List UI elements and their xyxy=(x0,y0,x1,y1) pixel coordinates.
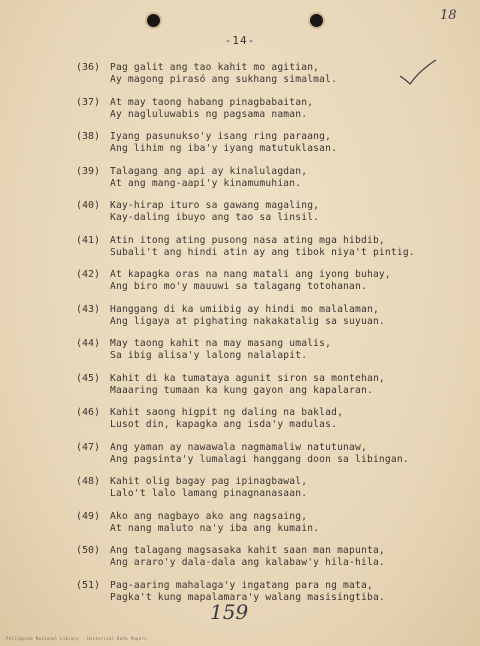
proverb-text xyxy=(110,62,456,86)
proverb-line: Talagang ang api ay kinalulagdan, xyxy=(110,165,308,177)
proverb-text xyxy=(110,476,456,500)
proverb-number: (49) xyxy=(76,510,101,522)
proverb-number: (45) xyxy=(76,372,101,384)
punch-hole-right xyxy=(310,14,323,27)
proverb-text xyxy=(110,200,456,224)
footer-credit: Philippine National Library · Historical Data Papers xyxy=(6,636,147,641)
proverb-line: Sa ibig alisa'y lalong nalalapit. xyxy=(110,350,308,361)
proverb-entry xyxy=(76,442,456,466)
proverb-line: Ang araro'y dala-dala ang kalabaw'y hila-hila. xyxy=(110,557,385,568)
proverb-number: (39) xyxy=(76,165,101,177)
proverb-text xyxy=(110,407,456,431)
proverb-entry xyxy=(76,338,456,362)
proverb-text xyxy=(110,545,456,569)
proverb-number: (51) xyxy=(76,579,101,591)
proverb-text xyxy=(110,235,456,259)
proverb-line: Ako ang nagbayo ako ang nagsaing, xyxy=(110,510,308,522)
proverb-line: Kahit olig bagay pag ipinagbawal, xyxy=(110,476,308,487)
proverb-line: Ay magong pirasó ang sukhang simalmal. xyxy=(110,74,338,85)
proverb-entry xyxy=(76,235,456,259)
proverb-line: Hanggang di ka umiibig ay hindi mo malalaman, xyxy=(110,303,379,315)
proverb-number: (43) xyxy=(76,303,101,315)
proverb-line: Ang yaman ay nawawala nagmamaliw natutunaw, xyxy=(110,441,367,453)
proverb-line: Pag-aaring mahalaga'y ingatang para ng mata, xyxy=(110,579,373,591)
proverb-text xyxy=(110,131,456,155)
proverb-line: Ang biro mo'y mauuwi sa talagang totohanan. xyxy=(110,281,367,292)
proverb-entry xyxy=(76,407,456,431)
proverb-number: (40) xyxy=(76,200,101,211)
proverb-text xyxy=(110,373,456,397)
page-number: -14- xyxy=(224,34,256,47)
proverb-number: (46) xyxy=(76,407,101,418)
proverb-text xyxy=(110,580,456,604)
proverb-text xyxy=(110,338,456,362)
proverb-number: (36) xyxy=(76,62,101,73)
proverb-entry xyxy=(76,545,456,569)
proverb-entry xyxy=(76,131,456,155)
proverb-list xyxy=(76,62,456,614)
proverb-entry xyxy=(76,511,456,535)
proverb-line: At may taong habang pinagbabaitan, xyxy=(110,96,314,108)
proverb-number: (37) xyxy=(76,96,101,108)
proverb-entry xyxy=(76,373,456,397)
proverb-line: Atin itong ating pusong nasa ating mga hibdib, xyxy=(110,234,385,246)
folio-number: 18 xyxy=(440,8,457,23)
proverb-line: Ang pagsinta'y lumalagi hanggang doon sa libingan. xyxy=(110,453,409,465)
proverb-entry xyxy=(76,580,456,604)
proverb-text xyxy=(110,166,456,190)
proverb-line: Subali't ang hindi atin ay ang tibok niya't pintig. xyxy=(110,246,415,258)
proverb-entry xyxy=(76,476,456,500)
proverb-line: Pag galit ang tao kahit mo agitian, xyxy=(110,62,320,73)
proverb-line: Ang ligaya at pighating nakakatalig sa suyuan. xyxy=(110,315,385,327)
proverb-entry xyxy=(76,200,456,224)
proverb-line: Lusot din, kapagka ang isda'y madulas. xyxy=(110,419,338,430)
proverb-number: (44) xyxy=(76,338,101,349)
punch-hole-left xyxy=(147,14,160,27)
proverb-number: (48) xyxy=(76,476,101,487)
proverb-entry xyxy=(76,62,456,86)
proverb-number: (50) xyxy=(76,545,101,556)
proverb-number: (41) xyxy=(76,234,101,246)
proverb-text xyxy=(110,511,456,535)
proverb-entry xyxy=(76,304,456,328)
proverb-text xyxy=(110,97,456,121)
proverb-line: At ang mang-aapi'y kinamumuhian. xyxy=(110,177,302,189)
proverb-line: Ang talagang magsasaka kahit saan man mapunta, xyxy=(110,545,385,556)
proverb-line: Ay nagluluwabis ng pagsama naman. xyxy=(110,108,308,120)
proverb-line: Kay-daling ibuyo ang tao sa linsil. xyxy=(110,212,320,223)
proverb-number: (42) xyxy=(76,269,101,280)
proverb-entry xyxy=(76,166,456,190)
proverb-line: Maaaring tumaan ka kung gayon ang kapalaran. xyxy=(110,384,373,396)
handwritten-page-total: 159 xyxy=(210,600,249,624)
proverb-text xyxy=(110,269,456,293)
proverb-line: Kahit saong higpit ng daling na baklad, xyxy=(110,407,344,418)
proverb-line: Kay-hirap ituro sa gawang magaling, xyxy=(110,200,320,211)
proverb-number: (47) xyxy=(76,441,101,453)
proverb-text xyxy=(110,304,456,328)
proverb-line: Iyang pasunukso'y isang ring paraang, xyxy=(110,131,332,142)
proverb-number: (38) xyxy=(76,131,101,142)
proverb-line: At kapagka oras na nang matali ang iyong buhay, xyxy=(110,269,391,280)
proverb-entry xyxy=(76,97,456,121)
proverb-line: Lalo't lalo lamang pinagnanasaan. xyxy=(110,488,308,499)
proverb-line: Ang lihim ng iba'y iyang matutuklasan. xyxy=(110,143,338,154)
proverb-line: Pagka't kung mapalamara'y walang masisingtiba. xyxy=(110,591,385,603)
proverb-entry xyxy=(76,269,456,293)
proverb-text xyxy=(110,442,456,466)
proverb-line: Kahit di ka tumataya agunit siron sa montehan, xyxy=(110,372,385,384)
proverb-line: At nang maluto na'y iba ang kumain. xyxy=(110,522,320,534)
proverb-line: May taong kahit na may masang umalis, xyxy=(110,338,332,349)
